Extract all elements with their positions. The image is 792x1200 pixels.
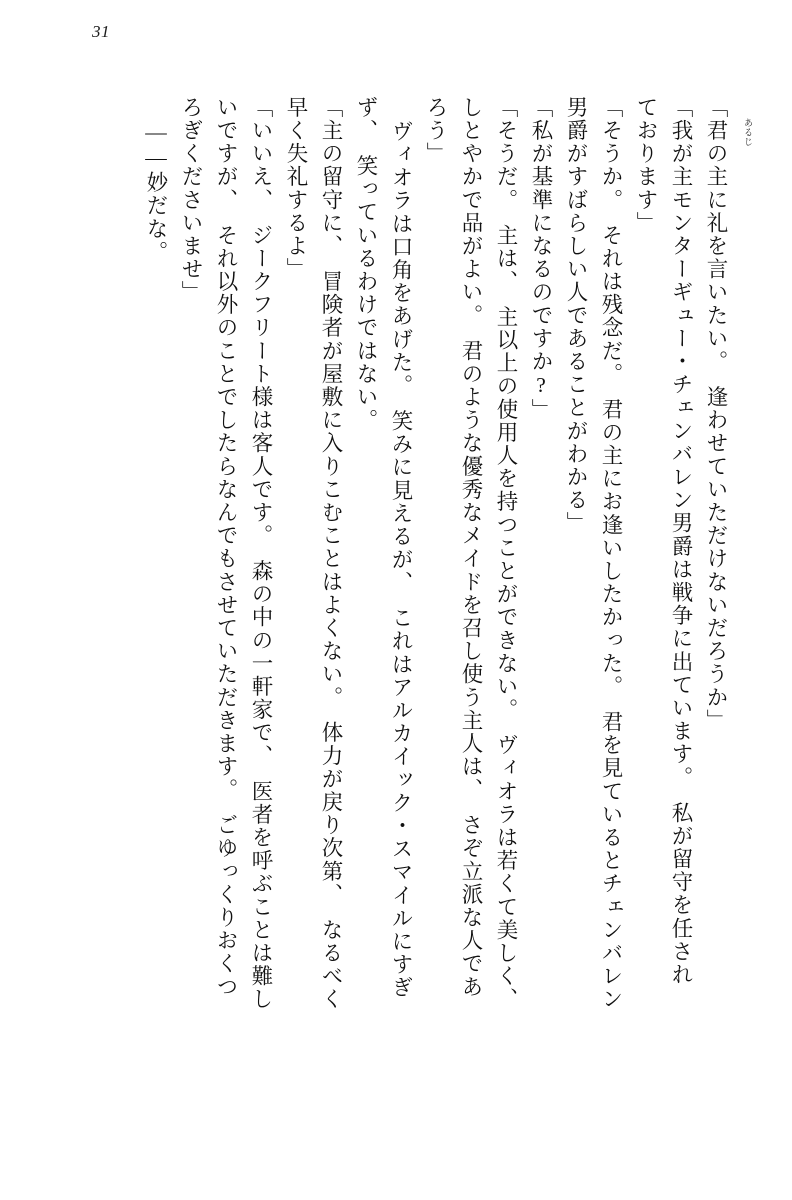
page-number: 31 [92,22,110,41]
text-column: 男爵がすばらしい人であることがわかる」 [564,96,588,535]
text-column: ろう」 [424,96,448,166]
text-column: 「私が基準になるのですか?」 [529,96,553,422]
text-column: ヴィオラは口角をあげた。 笑みに見えるが、 これはアルカイック・スマイルにすぎ [389,120,413,1000]
text-column: 早く失礼するよ」 [284,96,308,281]
text-column: ――妙だな。 [144,120,168,264]
text-column: いですが、 それ以外のことでしたらなんでもさせていただきます。 ごゆっくりおくつ [214,96,238,999]
text-column: ろぎくださいませ」 [179,96,203,304]
text-column: しとやかで品がよい。 君のような優秀なメイドを召し使う主人は、 さぞ立派な人であ [459,96,483,999]
text-column: ず、 笑っているわけではない。 [354,96,378,432]
ruby-reading: あるじ [743,118,753,147]
text-column: 「そうだ。 主は、 主以上の使用人を持つことができない。 ヴィオラは若くて美しく、 [494,96,518,1011]
text-column: 「そうか。 それは残念だ。 君の主にお逢いしたかった。 君を見ているとチェンバレン [599,96,623,1011]
text-column: 「我が主モンターギュー・チェンバレン男爵は戦争に出ています。 私が留守を任され [669,96,693,987]
text-column: 「いいえ、 ジークフリート様は客人です。 森の中の一軒家で、 医者を呼ぶことは難し [249,96,273,1011]
text-column: ております」 [634,96,658,235]
text-column: 「主の留守に、 冒険者が屋敷に入りこむことはよくない。 体力が戻り次第、 なるべく [319,96,343,1011]
vertical-text-block [96,96,726,1130]
text-column: 「君の主に礼を言いたい。 逢わせていただけないだろうか」 [704,96,728,733]
